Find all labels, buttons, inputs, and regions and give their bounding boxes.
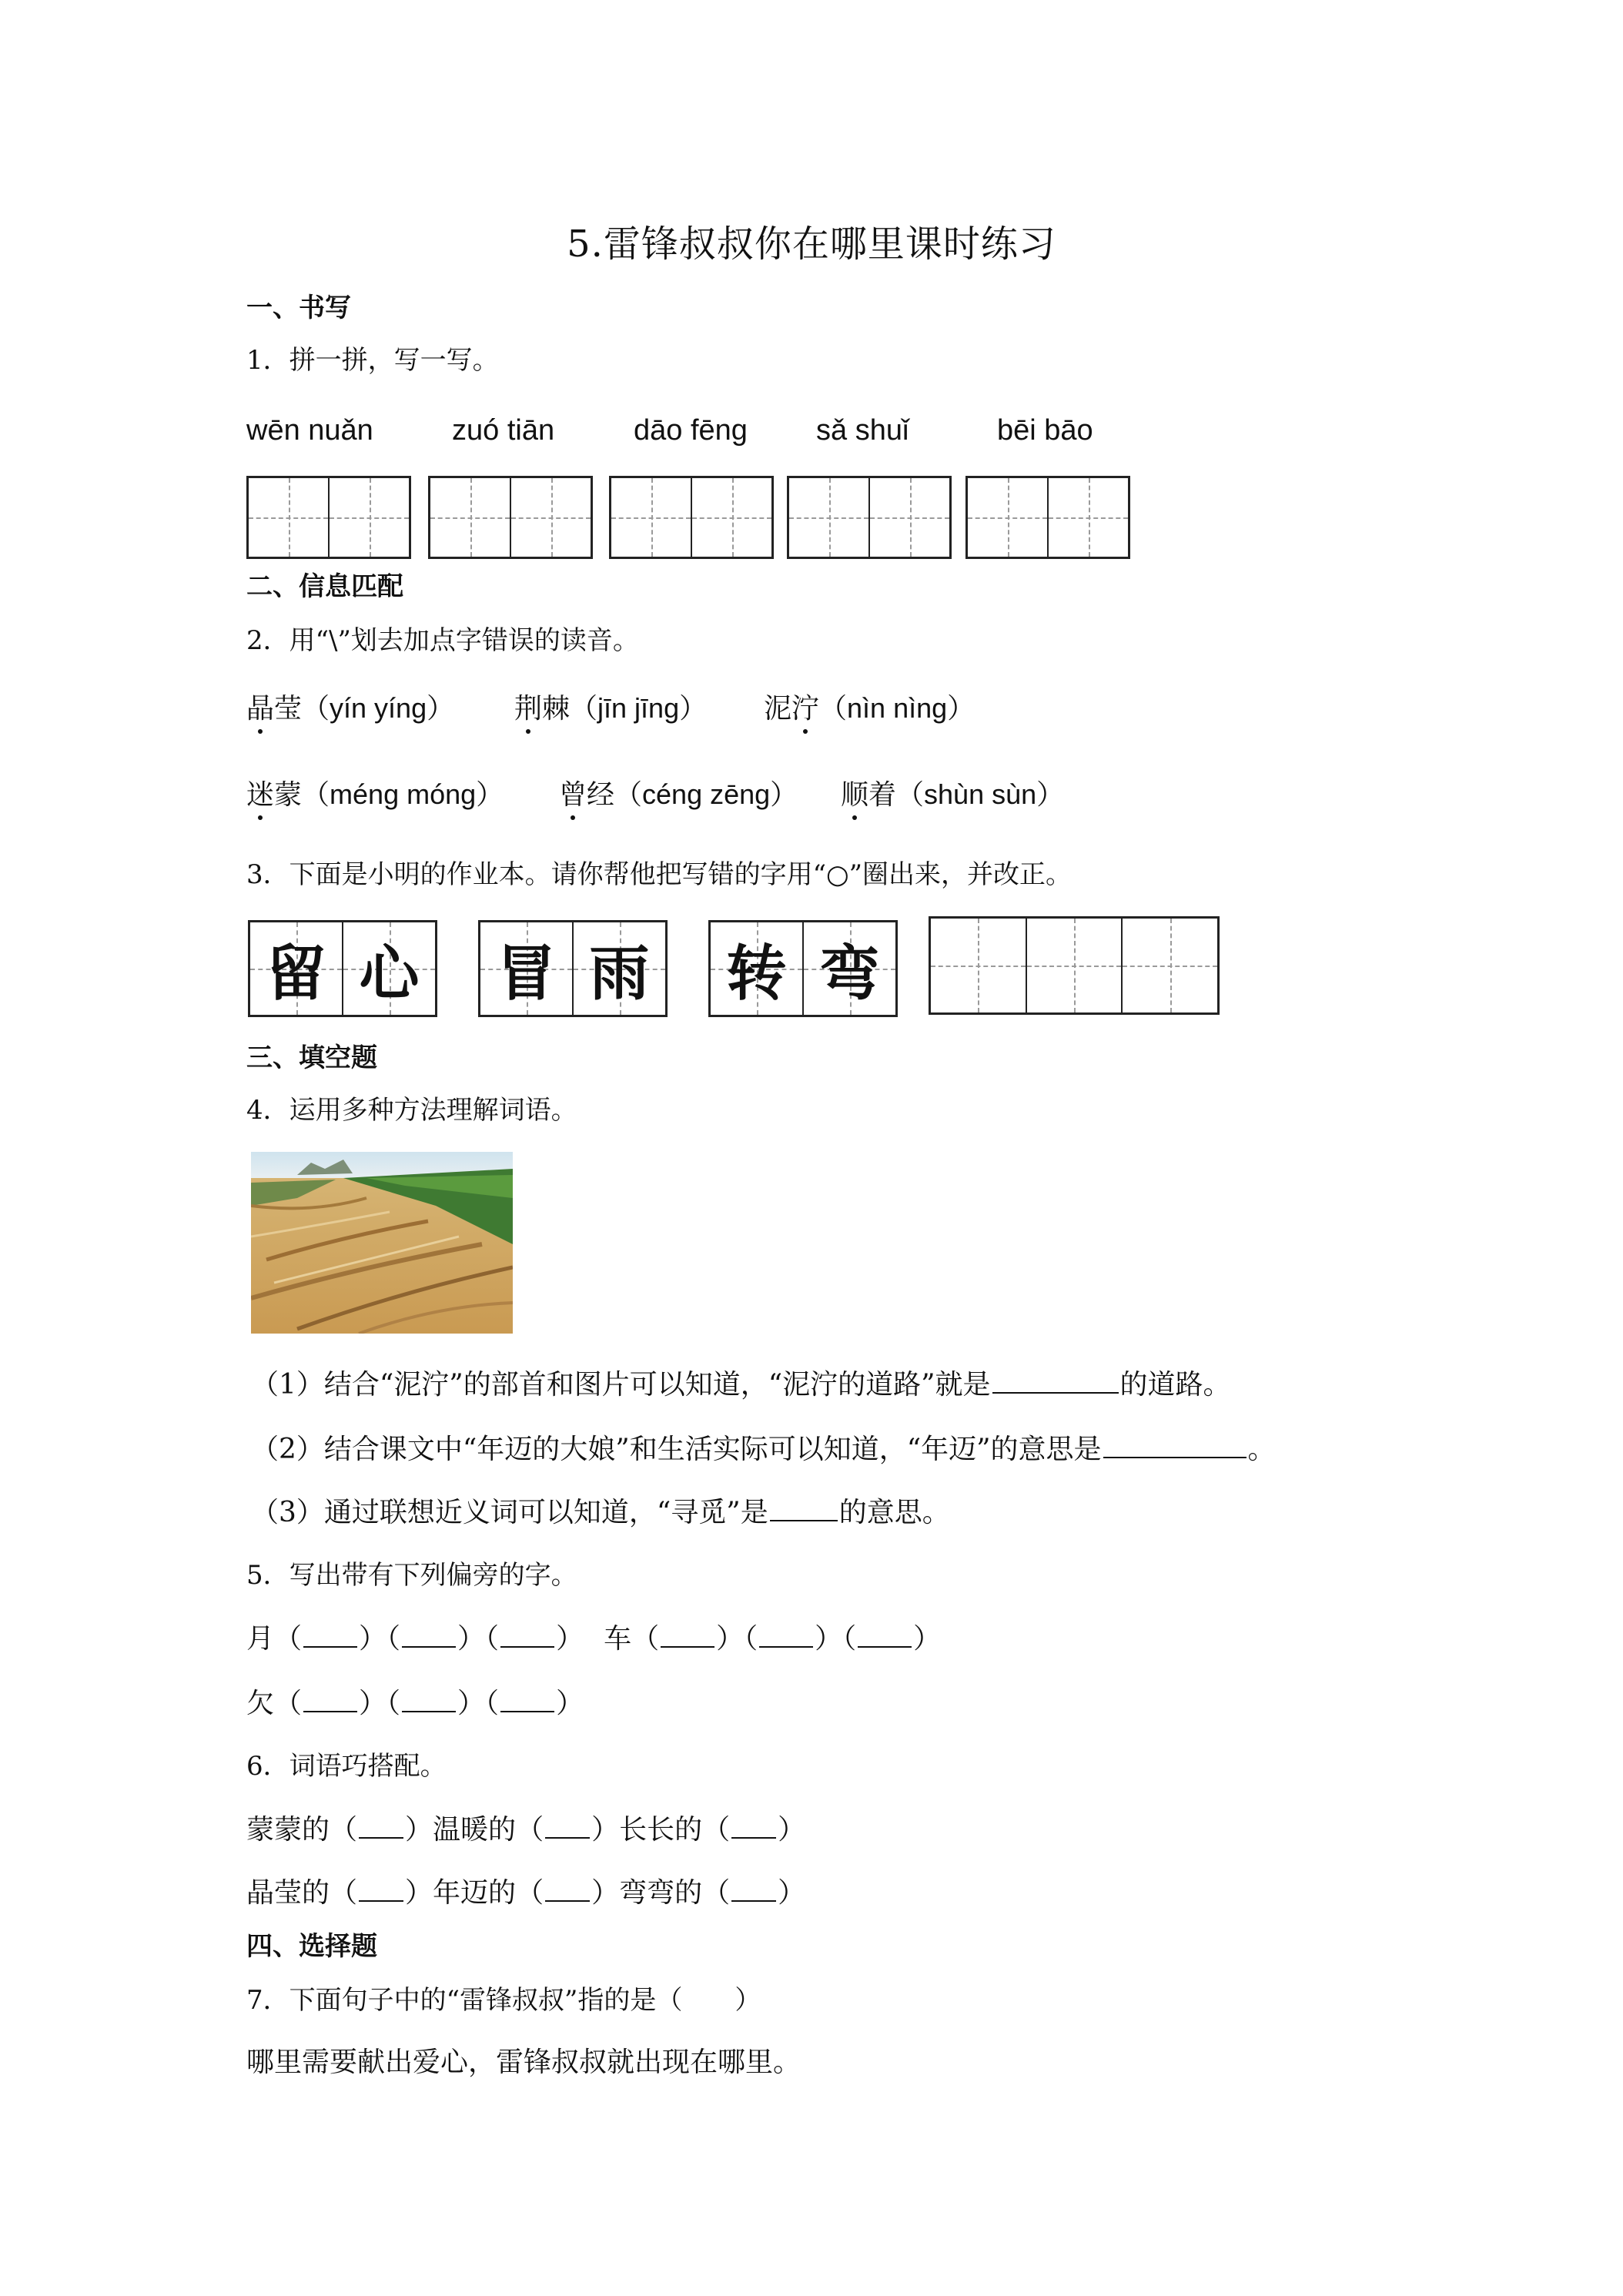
homework-word-3[interactable] — [708, 920, 898, 1017]
homework-char[interactable]: 心 — [359, 939, 420, 1009]
question-4-2: （2）结合课文中“年迈的大娘”和生活实际可以知道，“年迈”的意思是 。 — [251, 1434, 1276, 1465]
reading-item-6: 顺着（shùn sùn） — [841, 773, 1064, 812]
answer-blank[interactable] — [1103, 1456, 1247, 1458]
pinyin-5: bēi bāo — [997, 414, 1093, 447]
answer-blank[interactable] — [545, 1836, 590, 1839]
question-6: 6．词语巧搭配。 — [246, 1751, 447, 1782]
writing-grid-1[interactable] — [246, 476, 411, 559]
radical-row-2: 欠（ ）（ ）（ ） — [246, 1688, 584, 1719]
section-heading-fill-blank: 三、填空题 — [246, 1043, 377, 1073]
answer-blank[interactable] — [303, 1710, 357, 1712]
question-7: 7．下面句子中的“雷锋叔叔”指的是（ ） — [246, 1985, 761, 2016]
page-title: 5.雷锋叔叔你在哪里课时练习 — [567, 223, 1056, 266]
answer-blank[interactable] — [500, 1710, 554, 1712]
pinyin-1: wēn nuǎn — [246, 414, 373, 447]
question-4-1: （1）结合“泥泞”的部首和图片可以知道，“泥泞的道路”就是 的道路。 — [251, 1369, 1231, 1401]
answer-blank[interactable] — [359, 1836, 403, 1839]
writing-grid-2[interactable] — [428, 476, 593, 559]
section-heading-matching: 二、信息匹配 — [246, 571, 403, 602]
homework-word-2[interactable] — [478, 920, 668, 1017]
question-1: 1．拼一拼，写一写。 — [246, 345, 499, 376]
reading-item-3: 泥泞（nìn nìng） — [764, 687, 975, 726]
answer-blank[interactable] — [359, 1899, 403, 1902]
writing-grid-3[interactable] — [609, 476, 774, 559]
matching-row-2: 晶莹的（ ）年迈的（ ）弯弯的（ ） — [246, 1877, 806, 1909]
homework-char[interactable]: 转 — [726, 939, 787, 1009]
answer-blank[interactable] — [500, 1645, 554, 1648]
pinyin-2: zuó tiān — [452, 414, 555, 447]
writing-grid-4[interactable] — [787, 476, 952, 559]
section-heading-writing: 一、书写 — [246, 293, 351, 323]
pinyin-options[interactable]: （méng móng） — [302, 778, 504, 810]
writing-grid-5[interactable] — [965, 476, 1130, 559]
reading-item-2: 荆棘（jīn jīng） — [514, 687, 707, 726]
homework-char[interactable]: 冒 — [496, 939, 557, 1009]
reading-item-1: 晶莹（yín yíng） — [246, 687, 454, 726]
answer-blank[interactable] — [770, 1519, 838, 1521]
homework-char[interactable]: 雨 — [589, 939, 650, 1009]
reading-item-4: 迷蒙（méng móng） — [246, 773, 504, 812]
pinyin-options[interactable]: （nìn nìng） — [819, 692, 975, 724]
question-2: 2．用“\”划去加点字错误的读音。 — [246, 625, 639, 656]
homework-char[interactable]: 留 — [266, 939, 326, 1009]
pinyin-options[interactable]: （yín yíng） — [302, 692, 455, 724]
correction-grid[interactable] — [929, 916, 1220, 1015]
answer-blank[interactable] — [402, 1645, 456, 1648]
pinyin-options[interactable]: （shùn sùn） — [896, 778, 1065, 810]
question-4: 4．运用多种方法理解词语。 — [246, 1095, 577, 1126]
answer-blank[interactable] — [759, 1645, 813, 1648]
pinyin-4: sǎ shuǐ — [816, 414, 909, 447]
muddy-road-photo — [251, 1152, 513, 1334]
homework-word-1[interactable] — [248, 920, 437, 1017]
question-4-3: （3）通过联想近义词可以知道，“寻觅”是 的意思。 — [251, 1497, 950, 1528]
matching-row-1: 蒙蒙的（ ）温暖的（ ）长长的（ ） — [246, 1814, 806, 1846]
section-heading-choice: 四、选择题 — [246, 1931, 377, 1962]
pinyin-options[interactable]: （jīn jīng） — [570, 692, 708, 724]
question-3: 3．下面是小明的作业本。请你帮他把写错的字用“○”圈出来，并改正。 — [246, 859, 1073, 890]
answer-blank[interactable] — [402, 1710, 456, 1712]
answer-blank[interactable] — [731, 1899, 776, 1902]
answer-blank[interactable] — [858, 1645, 912, 1648]
question-5: 5．写出带有下列偏旁的字。 — [246, 1560, 577, 1591]
reading-item-5: 曾经（céng zēng） — [559, 773, 798, 812]
answer-blank[interactable] — [731, 1836, 776, 1839]
answer-blank[interactable] — [992, 1391, 1119, 1394]
answer-blank[interactable] — [545, 1899, 590, 1902]
question-7-sentence: 哪里需要献出爱心，雷锋叔叔就出现在哪里。 — [246, 2047, 801, 2078]
pinyin-3: dāo fēng — [634, 414, 748, 447]
answer-blank[interactable] — [661, 1645, 714, 1648]
pinyin-options[interactable]: （céng zēng） — [614, 778, 798, 810]
homework-char[interactable]: 弯 — [819, 939, 880, 1009]
radical-row-1: 月（ ）（ ）（ ） 车（ ）（ ）（ ） — [246, 1623, 942, 1655]
answer-blank[interactable] — [303, 1645, 357, 1648]
